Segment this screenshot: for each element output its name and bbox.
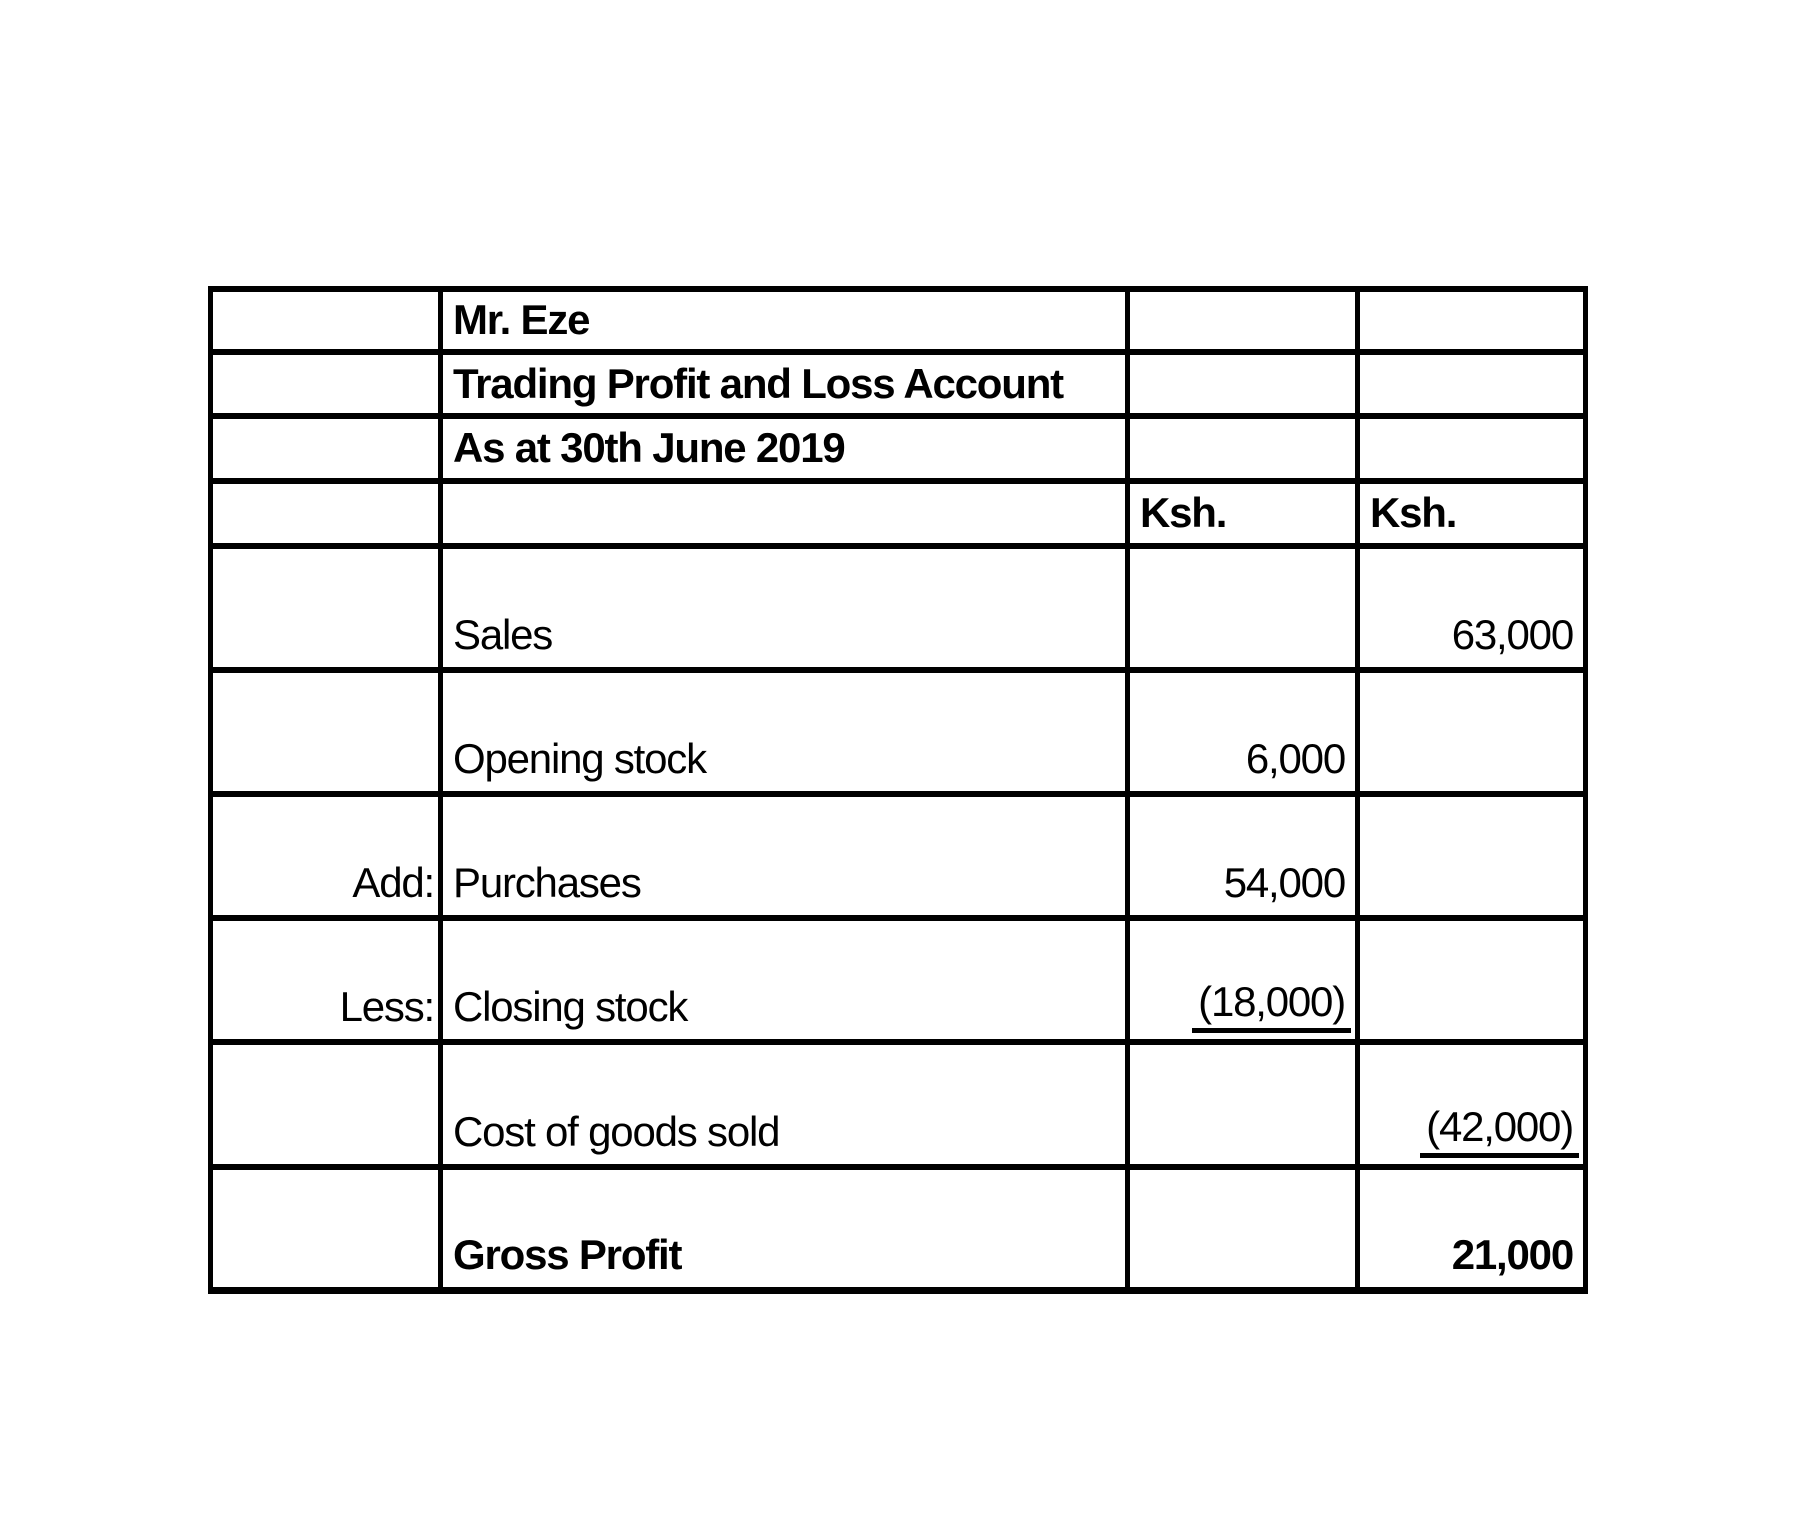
statement-title: Trading Profit and Loss Account [443,355,1130,419]
cost-of-goods-sold-label: Cost of goods sold [443,1045,1130,1170]
empty-cell [1130,419,1360,484]
empty-cell [1360,419,1588,484]
empty-cell [1130,1045,1360,1170]
empty-cell [213,355,443,419]
owner-name: Mr. Eze [443,292,1130,355]
statement-date: As at 30th June 2019 [443,419,1130,484]
purchases-amount: 54,000 [1130,797,1360,921]
opening-stock-label: Opening stock [443,673,1130,797]
empty-cell [1130,549,1360,673]
trading-account-table [208,286,1588,1294]
empty-cell [213,419,443,484]
empty-cell [213,1170,443,1294]
empty-cell [1360,355,1588,419]
empty-cell [1360,673,1588,797]
sales-amount: 63,000 [1360,549,1588,673]
closing-stock-amount: (18,000) [1192,980,1351,1033]
less-prefix: Less: [213,921,443,1045]
empty-cell [1130,355,1360,419]
empty-cell [213,292,443,355]
closing-stock-label: Closing stock [443,921,1130,1045]
closing-stock-amount-cell [1130,921,1360,1045]
currency-header-inner: Ksh. [1130,484,1360,549]
empty-cell [1360,797,1588,921]
empty-cell [213,1045,443,1170]
opening-stock-amount: 6,000 [1130,673,1360,797]
gross-profit-label: Gross Profit [443,1170,1130,1294]
sales-label: Sales [443,549,1130,673]
purchases-label: Purchases [443,797,1130,921]
add-prefix: Add: [213,797,443,921]
gross-profit-amount: 21,000 [1360,1170,1588,1294]
empty-cell [213,673,443,797]
cost-of-goods-sold-amount-cell [1360,1045,1588,1170]
empty-cell [1130,1170,1360,1294]
empty-cell [213,484,443,549]
empty-cell [443,484,1130,549]
currency-header-outer: Ksh. [1360,484,1588,549]
empty-cell [1360,292,1588,355]
empty-cell [1360,921,1588,1045]
empty-cell [1130,292,1360,355]
empty-cell [213,549,443,673]
cost-of-goods-sold-amount: (42,000) [1420,1105,1579,1158]
